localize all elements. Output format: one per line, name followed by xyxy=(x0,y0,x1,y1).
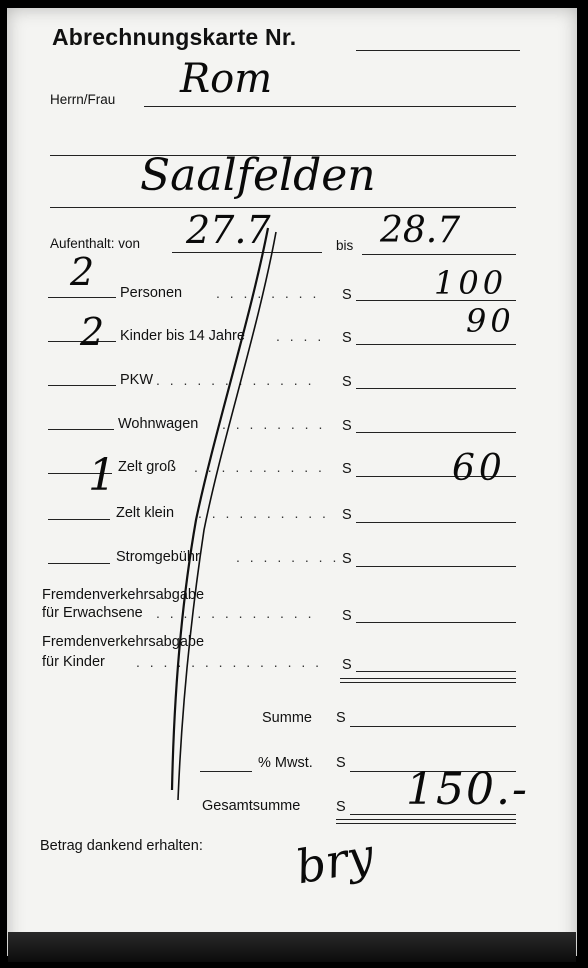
herrn-frau-label: Herrn/Frau xyxy=(50,92,116,107)
zelt-klein-label: Zelt klein xyxy=(116,505,175,521)
fva-kinder-dots: . . . . . . . . . . . . . . xyxy=(136,654,323,670)
fva-kinder-label-2: für Kinder xyxy=(42,654,105,670)
fva-erwachsene-currency: S xyxy=(342,608,352,624)
pkw-dots: . . . . . . . . . . . . xyxy=(156,372,315,388)
strom-dots: . . . . . . . . xyxy=(236,549,340,565)
fva-kinder-currency: S xyxy=(342,657,352,673)
wohnwagen-label: Wohnwagen xyxy=(118,416,199,432)
hw-kinder-count: 2 xyxy=(80,310,105,354)
zelt-klein-dots: . . . . . . . . . . xyxy=(198,505,329,521)
zelt-gross-dots: . . . . . . . . . . xyxy=(194,459,325,475)
hw-zelt-gross-amount: 60 xyxy=(452,448,506,489)
hw-personen-count: 2 xyxy=(70,250,95,294)
gesamtsumme-currency: S xyxy=(336,799,346,815)
card-title: Abrechnungskarte Nr. xyxy=(52,24,297,50)
hw-name: Rom xyxy=(180,56,273,102)
hw-personen-amount: 100 xyxy=(434,264,508,302)
kinder-dots: . . . . xyxy=(276,328,325,344)
hw-zelt-gross-count: 1 xyxy=(88,450,116,501)
summe-currency: S xyxy=(336,710,346,726)
zelt-klein-currency: S xyxy=(342,507,352,523)
fva-erwachsene-label-2: für Erwachsene xyxy=(42,605,143,621)
fva-erwachsene-dots: . . . . . . . . . . . . xyxy=(156,605,315,621)
zelt-gross-currency: S xyxy=(342,461,352,477)
pkw-currency: S xyxy=(342,374,352,390)
zelt-gross-label: Zelt groß xyxy=(118,459,177,475)
personen-currency: S xyxy=(342,287,352,303)
mwst-label: % Mwst. xyxy=(258,755,313,771)
gesamtsumme-label: Gesamtsumme xyxy=(202,798,301,814)
hw-signature: bry xyxy=(291,827,378,895)
pkw-label: PKW xyxy=(120,372,154,388)
strom-currency: S xyxy=(342,551,352,567)
summe-label: Summe xyxy=(262,710,312,726)
fva-kinder-label-1: Fremdenverkehrsabgabe xyxy=(42,634,205,650)
kinder-currency: S xyxy=(342,330,352,346)
personen-dots: . . . . . . . . xyxy=(216,285,320,301)
hw-bis-date: 28.7 xyxy=(380,210,461,251)
betrag-label: Betrag dankend erhalten: xyxy=(40,838,203,854)
wohnwagen-currency: S xyxy=(342,418,352,434)
kinder-label: Kinder bis 14 Jahre xyxy=(120,328,245,344)
aufenthalt-von-label: Aufenthalt: von xyxy=(50,236,141,251)
hw-kinder-amount: 90 xyxy=(466,302,515,340)
fva-erwachsene-label-1: Fremdenverkehrsabgabe xyxy=(42,587,205,603)
hw-gesamtsumme-amount: 150.- xyxy=(406,764,529,815)
bis-label: bis xyxy=(336,238,354,253)
mwst-currency: S xyxy=(336,755,346,771)
hw-place: Saalfelden xyxy=(140,150,376,201)
stromgebuehr-label: Stromgebühr xyxy=(116,549,200,565)
hw-von-date: 27.7 xyxy=(186,208,271,252)
personen-label: Personen xyxy=(120,285,183,301)
wohnwagen-dots: . . . . . . . . xyxy=(222,416,326,432)
